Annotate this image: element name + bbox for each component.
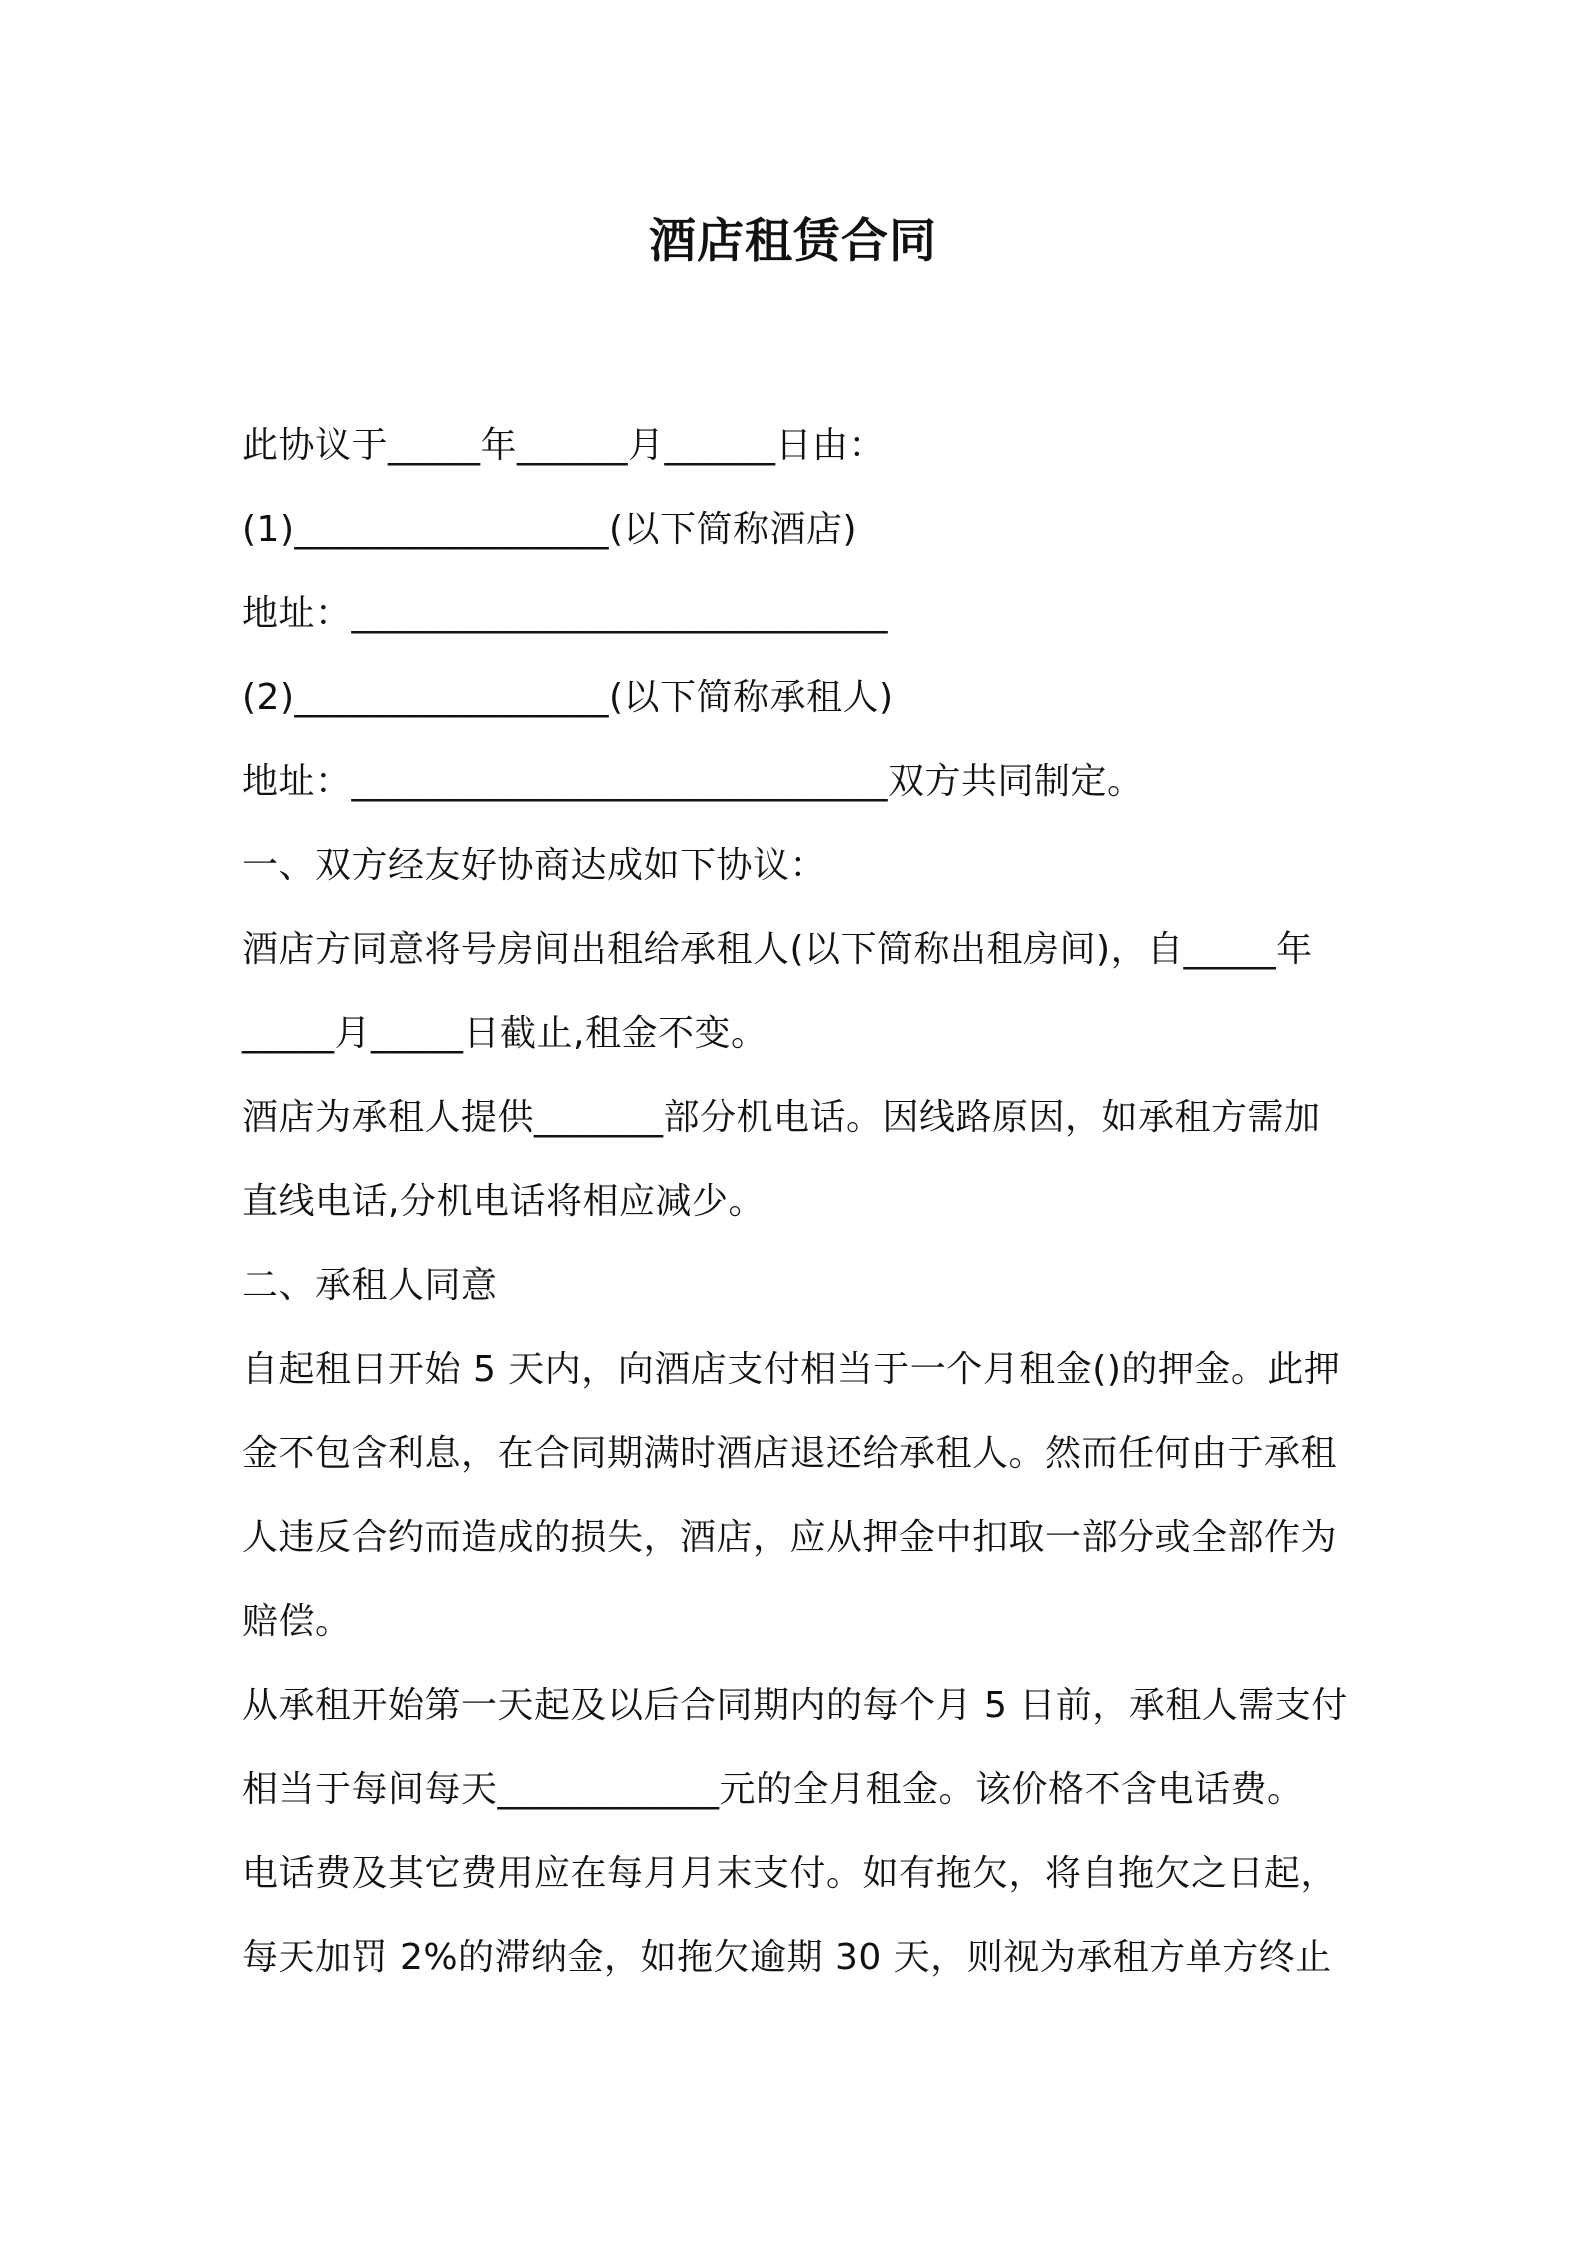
paragraph-line: 金不包含利息，在合同期满时酒店退还给承租人。然而任何由于承租 bbox=[242, 1433, 1338, 1474]
party-tenant-line: (2)_________________(以下简称承租人) bbox=[242, 677, 894, 718]
paragraph-line: 电话费及其它费用应在每月月末支付。如有拖欠，将自拖欠之日起， bbox=[242, 1853, 1338, 1894]
section-one-heading: 一、双方经友好协商达成如下协议： bbox=[242, 845, 827, 886]
paragraph-line: 人违反合约而造成的损失，酒店，应从押金中扣取一部分或全部作为 bbox=[242, 1517, 1338, 1558]
paragraph-line: 酒店方同意将号房间出租给承租人(以下简称出租房间)，自_____年 bbox=[242, 929, 1313, 970]
paragraph-line: _____月_____日截止,租金不变。 bbox=[242, 1013, 768, 1054]
paragraph-line: 相当于每间每天____________元的全月租金。该价格不含电话费。 bbox=[242, 1769, 1304, 1810]
paragraph-line: 每天加罚 2%的滞纳金，如拖欠逾期 30 天，则视为承租方单方终止 bbox=[242, 1937, 1332, 1978]
paragraph-line: 赔偿。 bbox=[242, 1601, 352, 1642]
party-hotel-line: (1)_________________(以下简称酒店) bbox=[242, 509, 858, 550]
section-two-heading: 二、承租人同意 bbox=[242, 1265, 498, 1306]
document-body bbox=[242, 404, 1362, 2000]
document-title: 酒店租赁合同 bbox=[649, 214, 937, 269]
date-line: 此协议于_____年______月______日由： bbox=[242, 425, 886, 466]
hotel-address-line: 地址：_____________________________ bbox=[242, 593, 889, 634]
paragraph-line: 直线电话,分机电话将相应减少。 bbox=[242, 1181, 765, 1222]
paragraph-line: 酒店为承租人提供_______部分机电话。因线路原因，如承租方需加 bbox=[242, 1097, 1321, 1138]
paragraph-line: 从承租开始第一天起及以后合同期内的每个月 5 日前，承租人需支付 bbox=[242, 1685, 1348, 1726]
paragraph-line: 自起租日开始 5 天内，向酒店支付相当于一个月租金()的押金。此押 bbox=[242, 1349, 1341, 1390]
tenant-address-line: 地址：_____________________________双方共同制定。 bbox=[242, 761, 1144, 802]
